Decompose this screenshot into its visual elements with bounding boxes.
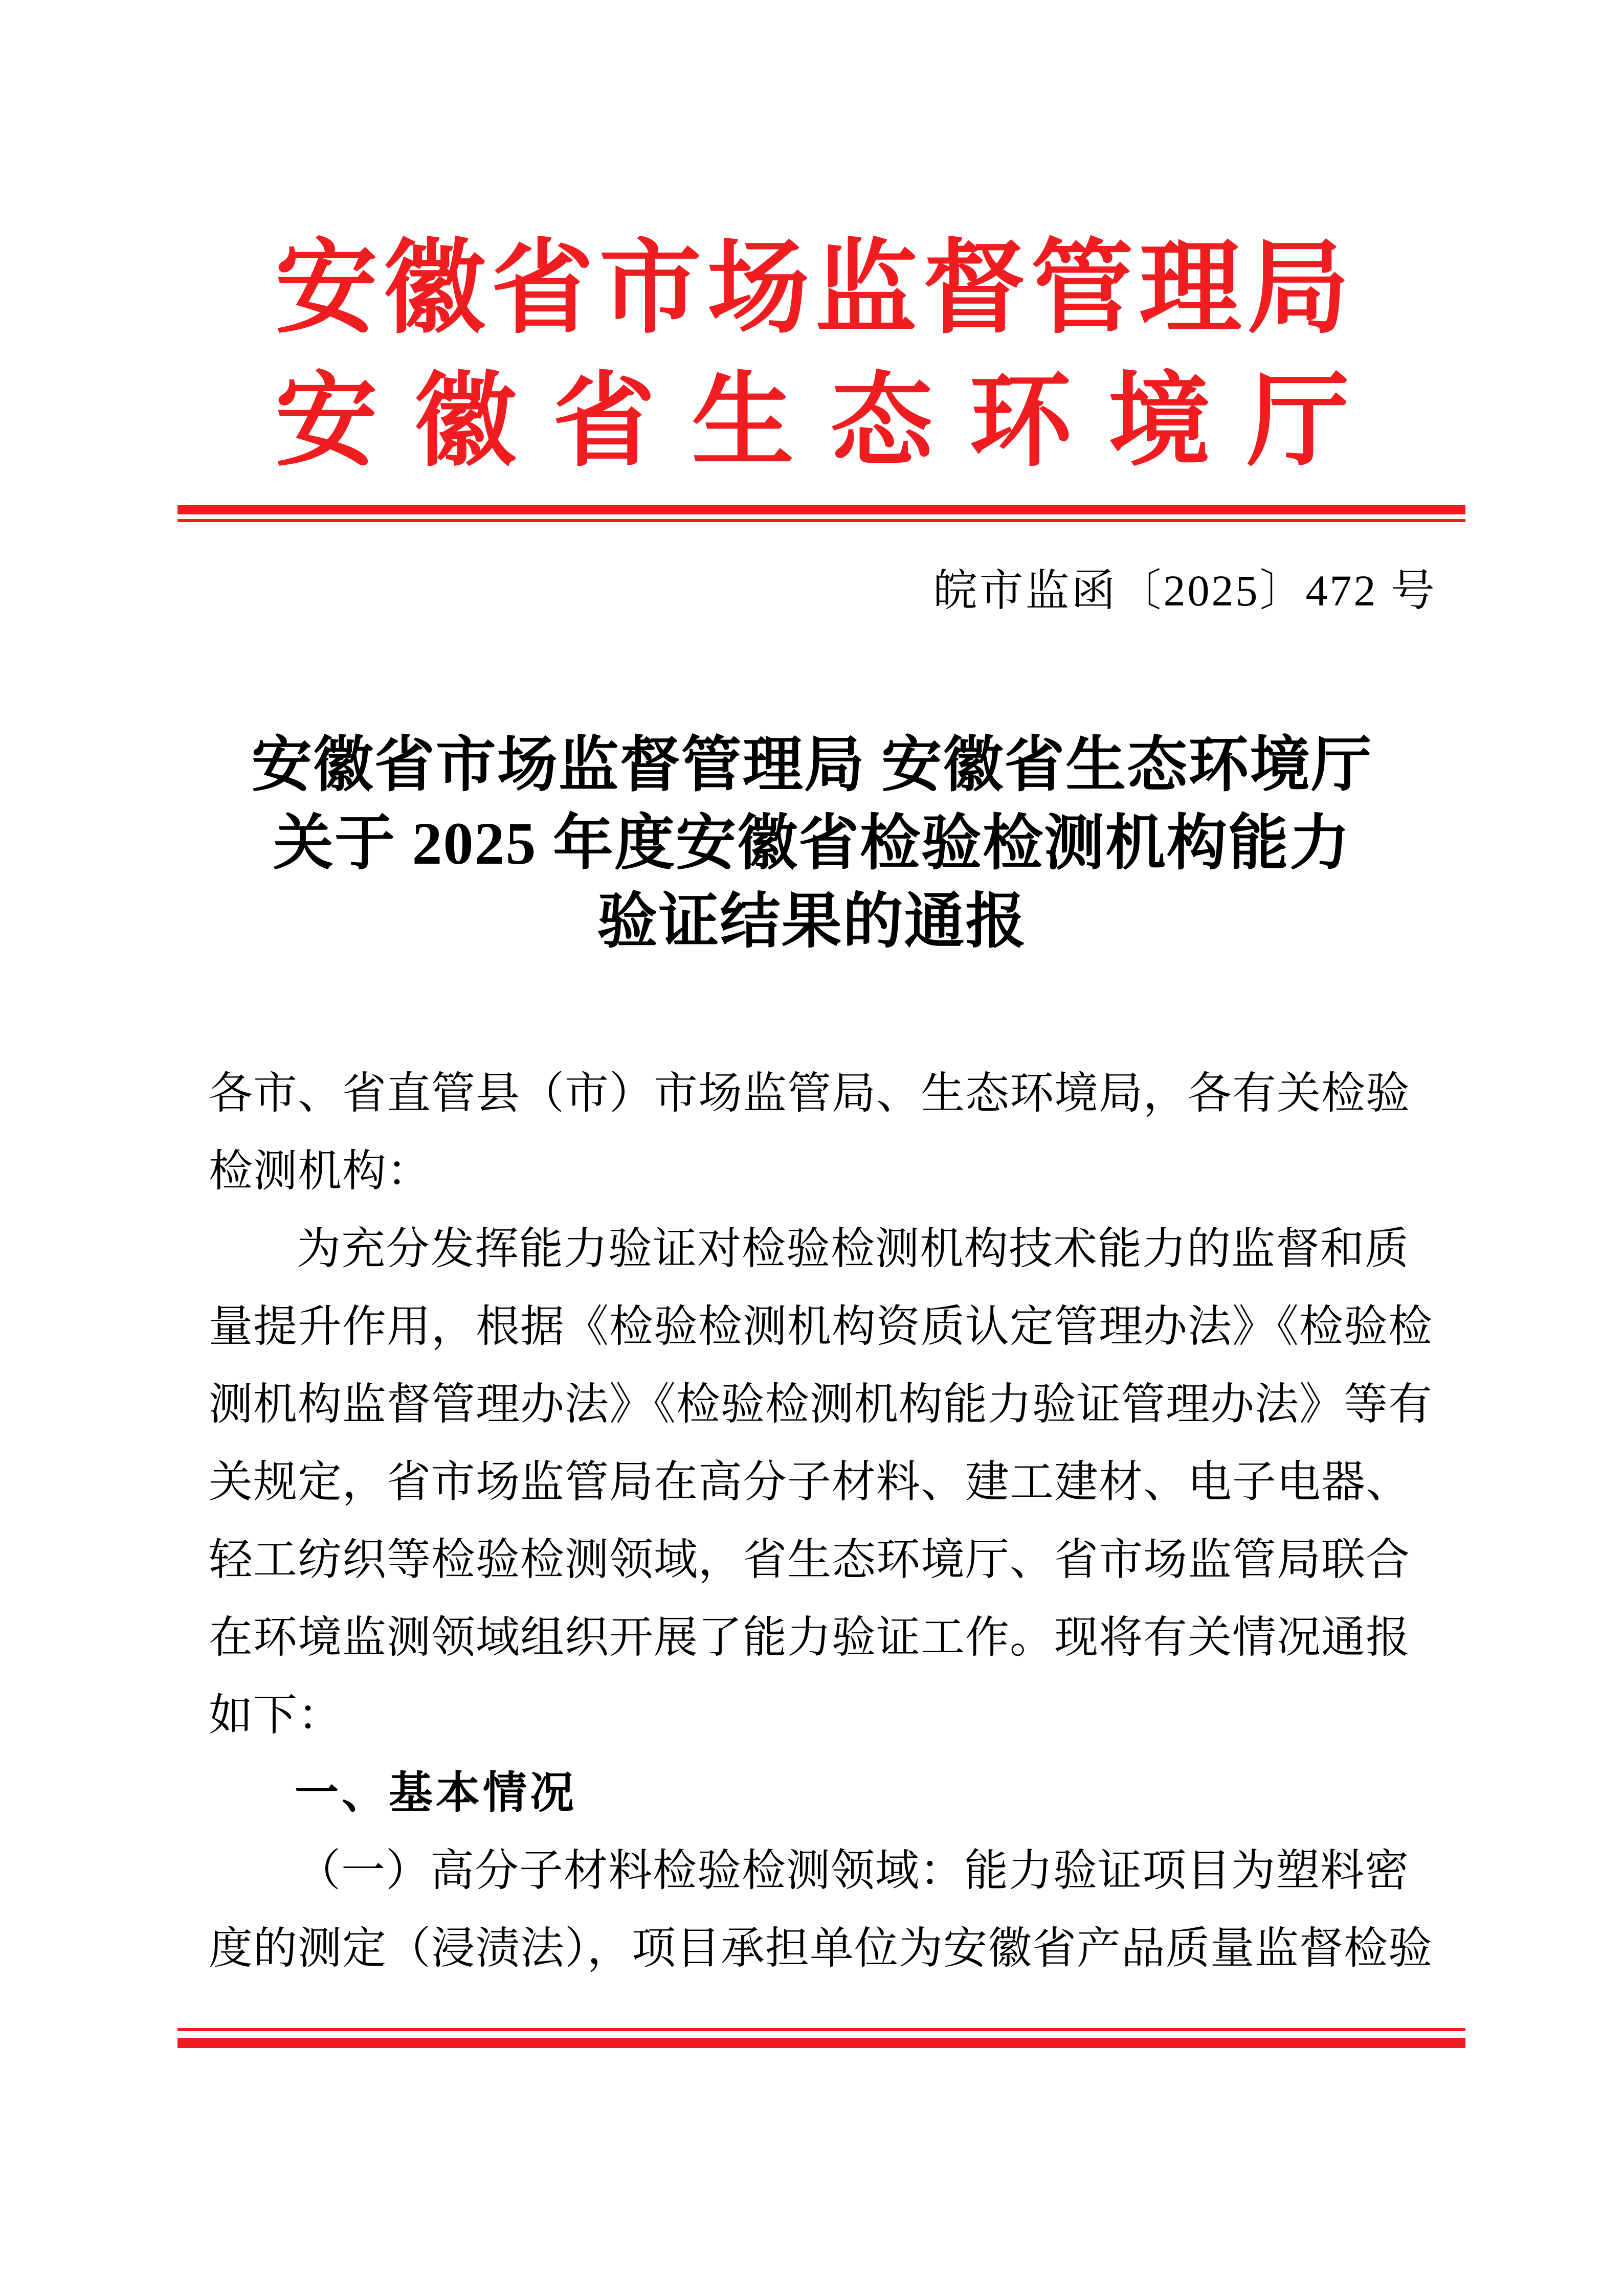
section-heading: 一、基本情况	[295, 1768, 577, 1817]
document-line: 各市、省直管县（市）市场监管局、生态环境局，各有关检验	[209, 1069, 1410, 1118]
document-line: 在环境监测领域组织开展了能力验证工作。现将有关情况通报	[209, 1613, 1410, 1662]
document-line: 为充分发挥能力验证对检验检测机构技术能力的监督和质	[297, 1224, 1409, 1273]
org-char: 局	[1247, 233, 1349, 346]
document-line: 如下：	[209, 1691, 342, 1740]
document-line: 关规定，省市场监管局在高分子材料、建工建材、电子电器、	[209, 1457, 1410, 1506]
org-char: 省	[491, 233, 594, 346]
red-header-org-line-1	[275, 234, 1349, 344]
org-char: 态	[830, 366, 933, 479]
org-char: 环	[969, 366, 1072, 479]
org-char: 场	[707, 233, 810, 346]
document-title-line-1: 安徽省市场监督管理局 安徽省生态环境厅	[251, 732, 1373, 799]
document-body	[209, 1054, 1433, 1987]
org-char: 徽	[383, 233, 486, 346]
document-line: 测机构监督管理办法》《检验检测机构能力验证管理办法》等有	[209, 1380, 1433, 1429]
org-char: 安	[275, 366, 378, 479]
document-title-line-2: 关于 2025 年度安徽省检验检测机构能力	[273, 810, 1351, 877]
document-title-line-3: 验证结果的通报	[597, 888, 1027, 955]
org-char: 监	[815, 233, 918, 346]
org-char: 厅	[1247, 366, 1349, 479]
org-char: 徽	[414, 366, 517, 479]
org-char: 省	[552, 366, 655, 479]
document-line: 度的测定（浸渍法），项目承担单位为安徽省产品质量监督检验	[209, 1924, 1433, 1973]
footer-rule-thin	[177, 2028, 1465, 2031]
document-title	[0, 726, 1624, 961]
org-char: 督	[923, 233, 1026, 346]
org-char: 生	[692, 366, 794, 479]
document-number: 皖市监函〔2025〕472 号	[933, 566, 1437, 615]
document-line: （一）高分子材料检验检测领域：能力验证项目为塑料密	[297, 1846, 1409, 1895]
document-line: 轻工纺织等检验检测领域，省生态环境厅、省市场监管局联合	[209, 1535, 1410, 1584]
document-line: 检测机构：	[209, 1146, 431, 1196]
footer-rule-thick	[177, 2038, 1465, 2048]
document-line: 量提升作用，根据《检验检测机构资质认定管理办法》《检验检	[209, 1302, 1433, 1351]
org-char: 境	[1108, 366, 1211, 479]
header-rule-thick	[177, 505, 1465, 514]
red-header-org-line-2	[275, 367, 1349, 477]
header-rule-thin	[177, 519, 1465, 522]
org-char: 理	[1139, 233, 1241, 346]
org-char: 安	[275, 233, 378, 346]
org-char: 市	[599, 233, 702, 346]
org-char: 管	[1031, 233, 1133, 346]
